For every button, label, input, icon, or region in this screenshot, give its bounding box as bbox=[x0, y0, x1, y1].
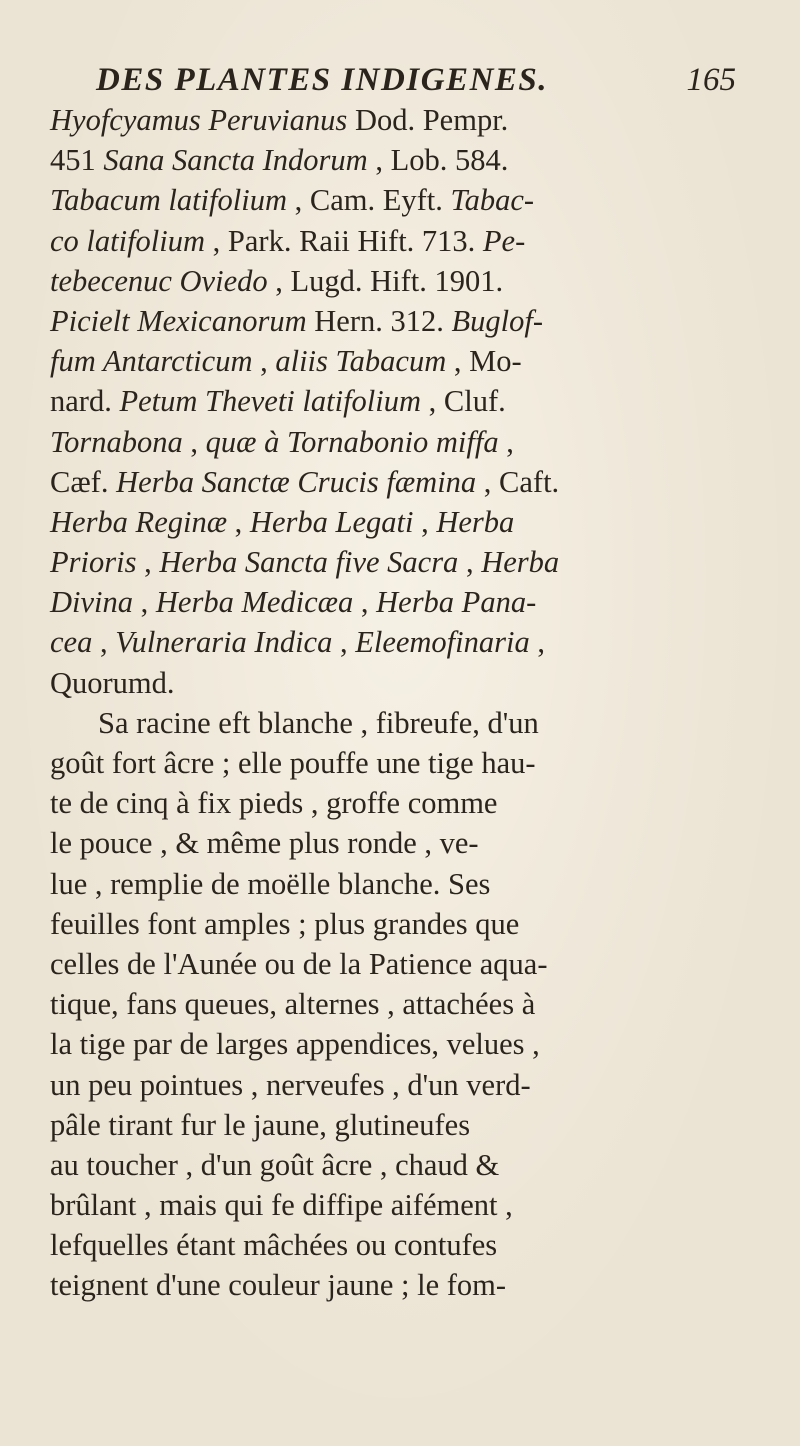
roman-text: goût fort âcre ; elle pouffe une tige hau- bbox=[50, 746, 536, 780]
italic-text: Tabac- bbox=[450, 183, 535, 218]
text-line bbox=[50, 381, 790, 421]
text-line bbox=[50, 984, 790, 1024]
text-line bbox=[50, 221, 790, 261]
italic-text: co latifolium bbox=[50, 223, 206, 258]
text-line bbox=[50, 1024, 790, 1064]
roman-text: Dod. Pempr. bbox=[347, 103, 509, 137]
text-line bbox=[50, 904, 790, 944]
page-number: 165 bbox=[686, 62, 736, 98]
text-line bbox=[50, 462, 790, 502]
italic-text: Herba Pana- bbox=[376, 585, 537, 620]
italic-text: Herba Medicæa bbox=[155, 585, 354, 620]
text-line bbox=[50, 542, 790, 582]
roman-text: , Mo- bbox=[446, 344, 522, 379]
italic-text: Herba Reginæ bbox=[50, 504, 228, 539]
text-line bbox=[50, 823, 790, 863]
roman-text: lefquelles étant mâchées ou contufes bbox=[50, 1228, 498, 1263]
italic-text: Tornabona bbox=[50, 424, 183, 459]
roman-text: Hern. 312. bbox=[306, 303, 452, 338]
italic-text: Herba Sanctæ Crucis fæmina bbox=[116, 464, 477, 499]
body-text bbox=[50, 100, 790, 1306]
text-line bbox=[50, 1065, 790, 1105]
roman-text: , Cluf. bbox=[421, 384, 506, 419]
text-line bbox=[50, 1145, 790, 1185]
roman-text: le pouce , & même plus ronde , ve- bbox=[50, 826, 479, 861]
text-line bbox=[50, 1105, 790, 1145]
running-head: DES PLANTES INDIGENES. bbox=[96, 62, 549, 98]
roman-text: , bbox=[182, 424, 206, 459]
italic-text: Herba bbox=[436, 504, 515, 539]
roman-text: , bbox=[227, 504, 250, 539]
text-line bbox=[50, 944, 790, 984]
roman-text: tique, fans queues, alternes , attachées à bbox=[50, 987, 536, 1022]
text-line bbox=[50, 783, 790, 823]
text-line bbox=[50, 1185, 790, 1225]
roman-text: , Lugd. Hift. 1901. bbox=[267, 263, 504, 298]
roman-text: 451 bbox=[50, 143, 104, 178]
italic-text: Petum Theveti latifolium bbox=[119, 384, 422, 419]
text-line bbox=[50, 341, 790, 381]
roman-text: pâle tirant fur le jaune, glutineufes bbox=[50, 1107, 471, 1142]
italic-text: Herba Sancta five Sacra bbox=[159, 545, 459, 580]
italic-text: Pe- bbox=[482, 223, 526, 258]
italic-text: Picielt Mexicanorum bbox=[50, 303, 307, 338]
roman-text: teignent d'une couleur jaune ; le fom- bbox=[50, 1268, 507, 1303]
roman-text: nard. bbox=[50, 384, 120, 419]
text-line bbox=[50, 663, 790, 703]
roman-text: , Park. Raii Hift. 713. bbox=[205, 223, 483, 258]
roman-text: , bbox=[458, 545, 482, 580]
roman-text: , bbox=[332, 625, 356, 660]
roman-text: , bbox=[133, 585, 156, 620]
italic-text: aliis Tabacum bbox=[275, 344, 447, 379]
roman-text: celles de l'Aunée ou de la Patience aqua- bbox=[50, 946, 548, 981]
italic-text: fum Antarcticum bbox=[50, 344, 253, 379]
text-line bbox=[50, 582, 790, 622]
italic-text: Herba bbox=[481, 545, 560, 580]
roman-text: brûlant , mais qui fe diffipe aifément , bbox=[50, 1188, 513, 1223]
text-line bbox=[50, 261, 790, 301]
roman-text: , bbox=[136, 545, 160, 580]
text-line bbox=[50, 622, 790, 662]
roman-text: , bbox=[413, 504, 437, 539]
roman-text: , bbox=[353, 585, 377, 620]
roman-text: , Caft. bbox=[476, 464, 560, 499]
roman-text: lue , remplie de moëlle blanche. Ses bbox=[50, 866, 491, 901]
text-line bbox=[50, 502, 790, 542]
roman-text: au toucher , d'un goût âcre , chaud & bbox=[50, 1147, 500, 1182]
text-line bbox=[50, 864, 790, 904]
text-line bbox=[50, 140, 790, 180]
roman-text: Quorumd. bbox=[50, 665, 175, 700]
roman-text: te de cinq à fix pieds , groffe comme bbox=[50, 786, 498, 821]
roman-text: , bbox=[92, 625, 116, 660]
roman-text: un peu pointues , nerveufes , d'un verd- bbox=[50, 1067, 531, 1102]
italic-text: Hyofcyamus Peruvianus bbox=[50, 103, 348, 137]
text-line bbox=[50, 301, 790, 341]
italic-text: Eleemofinaria bbox=[355, 625, 530, 660]
text-line bbox=[50, 100, 790, 140]
roman-text: Cæf. bbox=[50, 464, 117, 499]
italic-text: Divina bbox=[50, 585, 134, 620]
italic-text: quæ à Tornabonio miffa bbox=[205, 424, 499, 459]
roman-text: , Cam. Eyft. bbox=[286, 183, 451, 218]
italic-text: cea bbox=[50, 625, 93, 660]
roman-text: , Lob. 584. bbox=[367, 143, 509, 178]
roman-text: , bbox=[252, 344, 276, 379]
text-line bbox=[50, 180, 790, 220]
text-line bbox=[50, 743, 790, 783]
roman-text: feuilles font amples ; plus grandes que bbox=[50, 906, 520, 941]
text-line bbox=[50, 703, 790, 743]
italic-text: Vulneraria Indica bbox=[115, 625, 333, 660]
roman-text: Sa racine eft blanche , fibreufe, d'un bbox=[98, 705, 539, 740]
roman-text: la tige par de larges appendices, velues , bbox=[50, 1027, 540, 1062]
italic-text: Buglof- bbox=[451, 303, 543, 338]
roman-text: , bbox=[529, 625, 545, 660]
italic-text: Prioris bbox=[50, 545, 137, 580]
roman-text: , bbox=[498, 424, 514, 459]
text-line bbox=[50, 1225, 790, 1265]
text-line bbox=[50, 1265, 790, 1305]
italic-text: Herba Legati bbox=[249, 504, 414, 539]
italic-text: Tabacum latifolium bbox=[50, 183, 287, 218]
text-line bbox=[50, 422, 790, 462]
italic-text: tebecenuc Oviedo bbox=[50, 263, 268, 298]
italic-text: Sana Sancta Indorum bbox=[103, 143, 368, 178]
